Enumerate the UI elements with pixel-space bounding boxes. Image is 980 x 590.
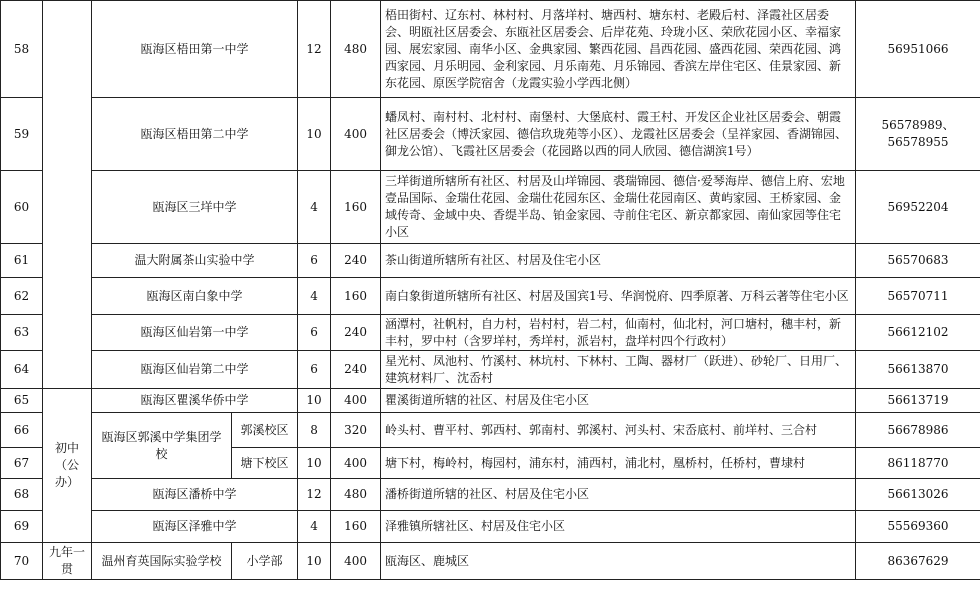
- row-number: 65: [1, 389, 43, 413]
- class-count: 12: [298, 479, 331, 511]
- enrollment-count: 240: [331, 244, 381, 278]
- row-number: 62: [1, 278, 43, 315]
- enrollment-count: 320: [331, 413, 381, 448]
- phone-number: 56951066: [856, 1, 980, 98]
- row-number: 60: [1, 171, 43, 244]
- phone-number: 56612102: [856, 315, 980, 351]
- row-number: 70: [1, 543, 43, 580]
- class-count: 10: [298, 448, 331, 479]
- phone-number: 56570683: [856, 244, 980, 278]
- district-area: 瞿溪街道所辖的社区、村居及住宅小区: [381, 389, 856, 413]
- row-number: 63: [1, 315, 43, 351]
- campus-name: 小学部: [232, 543, 298, 580]
- enrollment-count: 160: [331, 278, 381, 315]
- phone-number: 56678986: [856, 413, 980, 448]
- class-count: 6: [298, 244, 331, 278]
- table-row: [1, 244, 980, 278]
- campus-name: 郭溪校区: [232, 413, 298, 448]
- table-row: [1, 315, 980, 351]
- school-name: 瓯海区仙岩第二中学: [92, 351, 298, 389]
- table-row: [1, 389, 980, 413]
- row-number: 68: [1, 479, 43, 511]
- school-name: 瓯海区瞿溪华侨中学: [92, 389, 298, 413]
- phone-number: 56952204: [856, 171, 980, 244]
- row-number: 59: [1, 98, 43, 171]
- district-area: 涵潭村，社帆村，自力村，岩村村，岩二村，仙南村，仙北村，河口塘村，穗丰村，新丰村，罗中村（含罗垟村，秀垟村，派岩村，盘垟村四个行政村）: [381, 315, 856, 351]
- class-count: 4: [298, 278, 331, 315]
- category-cell-upper: [43, 1, 92, 389]
- row-number: 66: [1, 413, 43, 448]
- row-number: 58: [1, 1, 43, 98]
- district-area: 瓯海区、鹿城区: [381, 543, 856, 580]
- school-name: 瓯海区三垟中学: [92, 171, 298, 244]
- row-number: 69: [1, 511, 43, 543]
- phone-number: 56613870: [856, 351, 980, 389]
- district-area: 泽雅镇所辖社区、村居及住宅小区: [381, 511, 856, 543]
- district-area: 蟠凤村、南村村、北村村、南堡村、大堡底村、霞王村、开发区企业社区居委会、朝霞社区居委会（博沃家园、德信玖珑苑等小区）、龙霞社区居委会（呈祥家园、香湖锦园、御龙公馆）、飞霞社区居委会（花园路以西的同人欣园、德信湖滨1号）: [381, 98, 856, 171]
- table-row: [1, 171, 980, 244]
- category-label: 初中（公办）: [43, 389, 92, 543]
- class-count: 4: [298, 511, 331, 543]
- school-name: 瓯海区南白象中学: [92, 278, 298, 315]
- district-area: 塘下村，梅岭村，梅园村，浦东村，浦西村，浦北村，凰桥村，任桥村，曹埭村: [381, 448, 856, 479]
- district-area: 梧田街村、辽东村、林村村、月落垟村、塘西村、塘东村、老殿后村、泽霞社区居委会、明瓯社区居委会、东瓯社区居委会、后岸花苑、玲珑小区、荣欣花园小区、幸福家园、展宏家园、南华小区、金典家园、繁西花园、昌西花园、盛西花园、荣西花园、鸿西家园、月乐明园、金利家园、月乐南苑、月乐锦园、香滨左岸住宅区、佳景家园、新东花园、原医学院宿舍（龙霞实验小学西北侧）: [381, 1, 856, 98]
- enrollment-count: 400: [331, 448, 381, 479]
- table-row: [1, 278, 980, 315]
- enrollment-count: 240: [331, 315, 381, 351]
- row-number: 67: [1, 448, 43, 479]
- enrollment-count: 400: [331, 543, 381, 580]
- table-row: [1, 1, 980, 98]
- phone-number: 86367629: [856, 543, 980, 580]
- enrollment-count: 240: [331, 351, 381, 389]
- table-row: [1, 98, 980, 171]
- table-row: [1, 351, 980, 389]
- school-name: 瓯海区泽雅中学: [92, 511, 298, 543]
- row-number: 64: [1, 351, 43, 389]
- class-count: 10: [298, 98, 331, 171]
- phone-number: 86118770: [856, 448, 980, 479]
- phone-number: 55569360: [856, 511, 980, 543]
- enrollment-count: 160: [331, 171, 381, 244]
- district-area: 茶山街道所辖所有社区、村居及住宅小区: [381, 244, 856, 278]
- district-area: 潘桥街道所辖的社区、村居及住宅小区: [381, 479, 856, 511]
- school-name: 瓯海区郭溪中学集团学校: [92, 413, 232, 479]
- class-count: 10: [298, 543, 331, 580]
- phone-number: 56613719: [856, 389, 980, 413]
- row-number: 61: [1, 244, 43, 278]
- district-area: 星光村、凤池村、竹溪村、林坑村、下林村、工陶、器材厂（跃进）、砂轮厂、日用厂、建筑材料厂、沈岙村: [381, 351, 856, 389]
- school-name: 温大附属茶山实验中学: [92, 244, 298, 278]
- table-row: [1, 413, 980, 448]
- class-count: 12: [298, 1, 331, 98]
- enrollment-count: 400: [331, 98, 381, 171]
- school-name: 瓯海区仙岩第一中学: [92, 315, 298, 351]
- school-name: 温州育英国际实验学校: [92, 543, 232, 580]
- enrollment-count: 480: [331, 1, 381, 98]
- class-count: 8: [298, 413, 331, 448]
- table-row: [1, 479, 980, 511]
- school-name: 瓯海区潘桥中学: [92, 479, 298, 511]
- class-count: 10: [298, 389, 331, 413]
- class-count: 6: [298, 315, 331, 351]
- campus-name: 塘下校区: [232, 448, 298, 479]
- table-row: [1, 543, 980, 580]
- class-count: 6: [298, 351, 331, 389]
- school-name: 瓯海区梧田第二中学: [92, 98, 298, 171]
- phone-number: 56578989、 56578955: [856, 98, 980, 171]
- category-label: 九年一贯: [43, 543, 92, 580]
- phone-number: 56570711: [856, 278, 980, 315]
- district-area: 三垟街道所辖所有社区、村居及山垟锦园、裘瑞锦园、德信·爱琴海岸、德信上府、宏地壹品国际、金瑞仕花园、金瑞仕花园东区、金瑞仕花园南区、黄屿家园、王桥家园、金域传奇、金域中央、香缇半岛、铂金家园、寺前住宅区、新京都家园、南仙家园等住宅小区: [381, 171, 856, 244]
- enrollment-count: 160: [331, 511, 381, 543]
- enrollment-count: 480: [331, 479, 381, 511]
- school-name: 瓯海区梧田第一中学: [92, 1, 298, 98]
- class-count: 4: [298, 171, 331, 244]
- phone-number: 56613026: [856, 479, 980, 511]
- district-area: 南白象街道所辖所有社区、村居及国宾1号、华润悦府、四季原著、万科云著等住宅小区: [381, 278, 856, 315]
- table-row: [1, 511, 980, 543]
- district-area: 岭头村、曹平村、郭西村、郭南村、郭溪村、河头村、宋岙底村、前垟村、三合村: [381, 413, 856, 448]
- enrollment-count: 400: [331, 389, 381, 413]
